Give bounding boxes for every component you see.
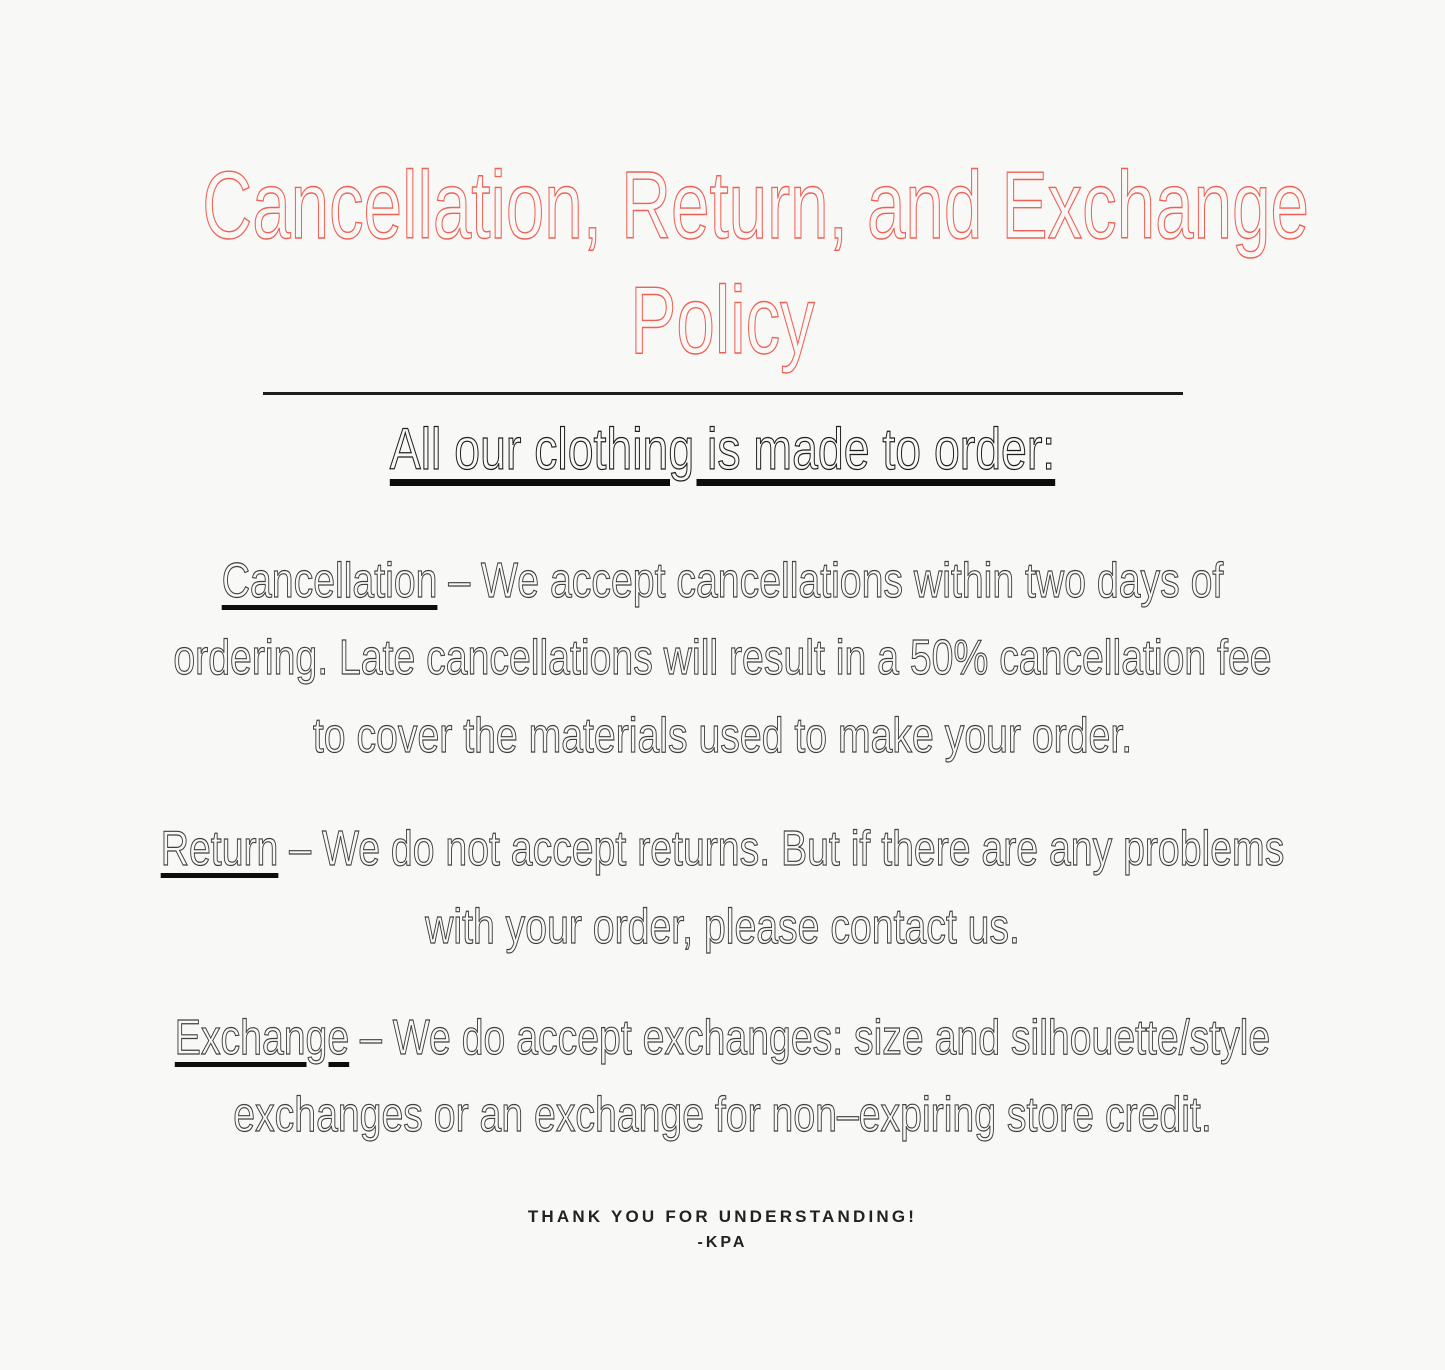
policy-line: with your order, please contact us. (425, 899, 1020, 954)
footer (0, 1207, 1445, 1252)
cancellation-term: Cancellation (221, 553, 438, 608)
policy-line (145, 811, 1301, 888)
cancellation-section (145, 543, 1301, 775)
policy-line (145, 543, 1301, 620)
policy-line (145, 1000, 1301, 1077)
page-title-line2: Policy (630, 267, 815, 375)
cancellation-text: – We accept cancellations within two days of (437, 553, 1224, 608)
return-section (145, 811, 1301, 966)
title-divider (263, 392, 1183, 395)
policy-page (0, 148, 1445, 1370)
footer-signature: -KPA (697, 1233, 748, 1251)
exchange-text: – We do accept exchanges: size and silhouette/style (349, 1011, 1271, 1065)
policy-line: to cover the materials used to make your order. (312, 708, 1133, 763)
return-term: Return (160, 822, 279, 877)
footer-thanks: THANK YOU FOR UNDERSTANDING! (527, 1206, 918, 1226)
exchange-term: Exchange (174, 1011, 350, 1065)
page-title (202, 148, 1309, 378)
made-to-order-heading: All our clothing is made to order: (389, 417, 1056, 483)
policy-line: ordering. Late cancellations will result in a 50% cancellation fee (173, 631, 1272, 686)
page-title-line1: Cancellation, Return, and Exchange (202, 152, 1309, 259)
policy-line: exchanges or an exchange for non–expiring store credit. (233, 1088, 1212, 1143)
return-text: – We do not accept returns. But if there are any problems (278, 822, 1285, 877)
exchange-section (145, 1000, 1301, 1155)
